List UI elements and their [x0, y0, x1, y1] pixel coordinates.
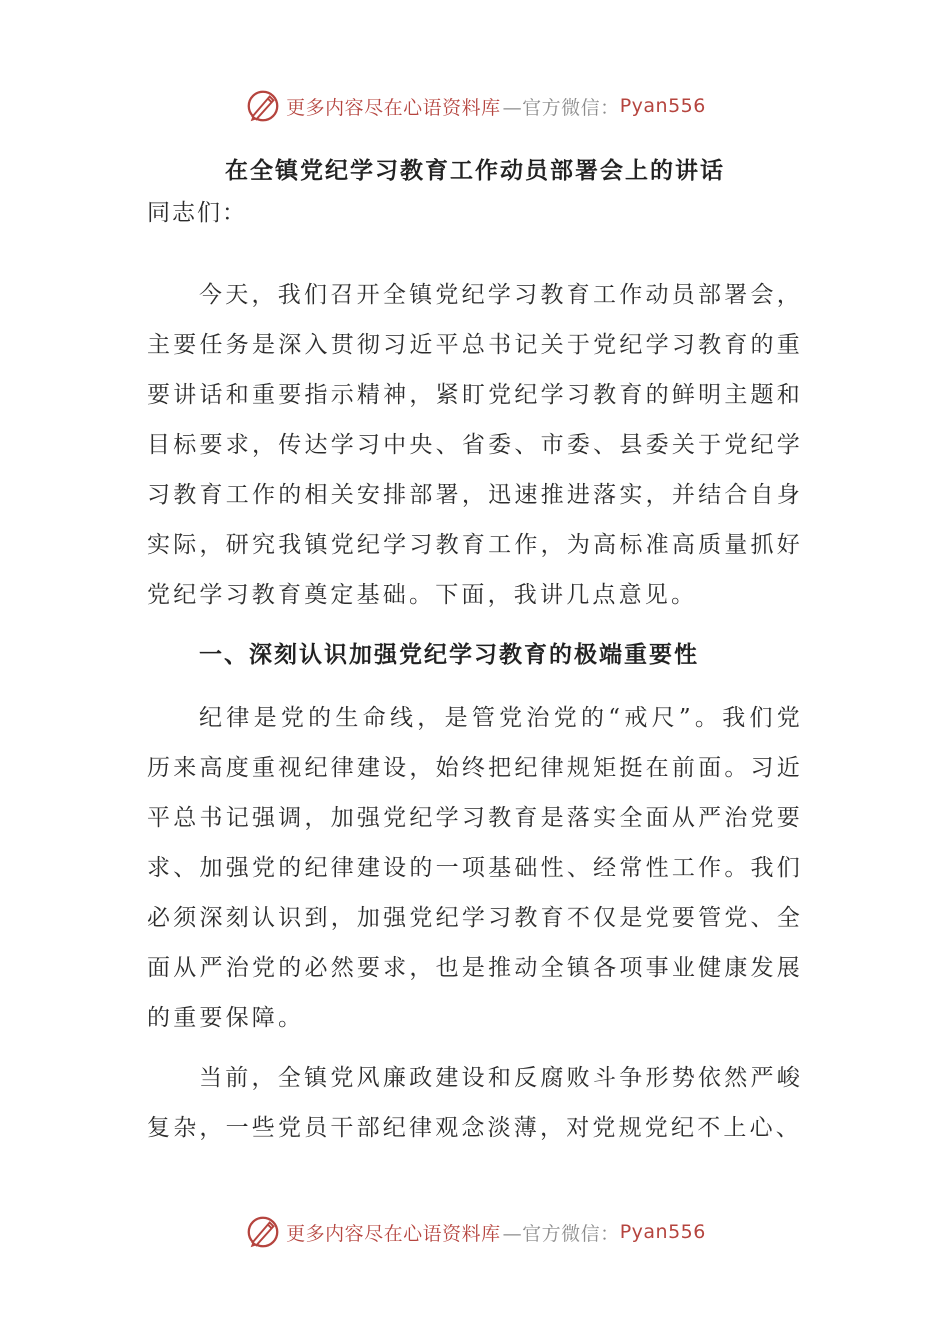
- watermark-header: [0, 84, 950, 128]
- watermark-wechat-id: Pyan556: [619, 95, 706, 117]
- pen-circle-icon: [244, 1213, 282, 1251]
- watermark-separator-text: —官方微信：: [502, 96, 620, 119]
- section-heading: 一、深刻认识加强党纪学习教育的极端重要性: [199, 642, 699, 668]
- paragraph-intro: 今天，我们召开全镇党纪学习教育工作动员部署会，主要任务是深入贯彻习近平总书记关于党纪学习教育的重要讲话和重要指示精神，紧盯党纪学习教育的鲜明主题和目标要求，传达学习中央、省委、市委、县委关于党纪学习教育工作的相关安排部署，迅速推进落实，并结合自身实际，研究我镇党纪学习教育工作，为高标准高质量抓好党纪学习教育奠定基础。下面，我讲几点意见。: [147, 282, 803, 608]
- watermark-site-text: 更多内容尽在心语资料库: [286, 1222, 501, 1245]
- paragraph-current-situation: 当前，全镇党风廉政建设和反腐败斗争形势依然严峻复杂，一些党员干部纪律观念淡薄，对党规党纪不上心、: [147, 1065, 803, 1141]
- watermark-site-text: 更多内容尽在心语资料库: [286, 96, 501, 119]
- watermark-separator-text: —官方微信：: [502, 1222, 620, 1245]
- watermark-wechat-id: Pyan556: [619, 1221, 706, 1243]
- paragraph-discipline: 纪律是党的生命线，是管党治党的“戒尺”。我们党历来高度重视纪律建设，始终把纪律规矩挺在前面。习近平总书记强调，加强党纪学习教育是落实全面从严治党要求、加强党的纪律建设的一项基础性、经常性工作。我们必须深刻认识到，加强党纪学习教育不仅是党要管党、全面从严治党的必然要求，也是推动全镇各项事业健康发展的重要保障。: [147, 705, 803, 1031]
- pen-circle-icon: [244, 87, 282, 125]
- salutation: 同志们：: [147, 200, 247, 226]
- watermark-footer: [0, 1210, 950, 1254]
- document-title: 在全镇党纪学习教育工作动员部署会上的讲话: [225, 158, 725, 184]
